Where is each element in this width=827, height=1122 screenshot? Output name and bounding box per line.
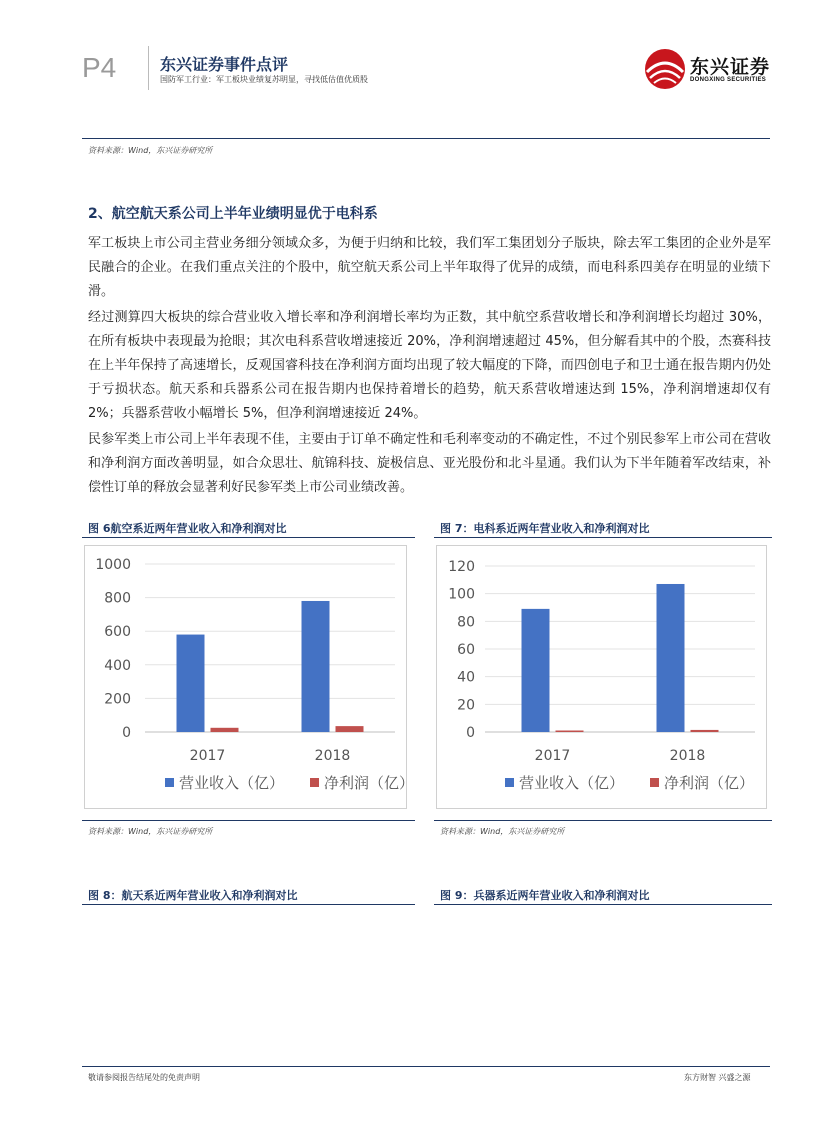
logo-text-en: DONGXING SECURITIES xyxy=(690,77,767,83)
legend-label: 营业收入（亿） xyxy=(519,774,625,792)
y-tick-label: 80 xyxy=(457,614,475,631)
footer-rule xyxy=(82,1066,770,1067)
figure-7-bottom-rule xyxy=(434,820,772,821)
figure-7-chart-frame xyxy=(436,545,767,809)
dongxing-logo-icon xyxy=(644,48,686,90)
legend-swatch xyxy=(310,778,319,787)
figure-6-chart-frame xyxy=(84,545,407,809)
figure-6-source: 资料来源：Wind，东兴证券研究所 xyxy=(88,827,213,836)
figure-6-top-rule xyxy=(82,537,415,538)
legend-label: 净利润（亿） xyxy=(664,774,755,792)
legend-label: 营业收入（亿） xyxy=(179,774,285,792)
bar-2018-series-0 xyxy=(302,601,330,732)
legend-label: 净利润（亿） xyxy=(324,774,406,792)
y-tick-label: 0 xyxy=(466,725,475,741)
figure-6-bottom-rule xyxy=(82,820,415,821)
x-tick-label: 2017 xyxy=(534,748,571,764)
bar-2018-series-1 xyxy=(691,730,719,732)
section-heading: 2、航空航天系公司上半年业绩明显优于电科系 xyxy=(88,206,378,222)
figure-7-chart xyxy=(437,546,766,808)
logo-text-cn: 东兴证券 xyxy=(690,56,771,78)
y-tick-label: 1000 xyxy=(95,557,131,573)
bar-2018-series-1 xyxy=(336,726,364,732)
y-tick-label: 200 xyxy=(104,691,131,708)
figure-7-source: 资料来源：Wind，东兴证券研究所 xyxy=(440,827,565,836)
bar-2017-series-1 xyxy=(211,728,239,732)
report-series-title: 东兴证券事件点评 xyxy=(160,55,289,74)
legend-swatch xyxy=(650,778,659,787)
top-source-note: 资料来源：Wind，东兴证券研究所 xyxy=(88,146,213,155)
y-tick-label: 400 xyxy=(104,657,131,674)
footer-slogan: 东方财智 兴盛之源 xyxy=(684,1073,751,1082)
x-tick-label: 2017 xyxy=(189,748,226,764)
paragraph-1: 军工板块上市公司主营业务细分领域众多，为便于归纳和比较，我们军工集团划分子版块，除去军工集团的企业外是军民融合的企业。在我们重点关注的个股中，航空航天系公司上半年取得了优异的成绩，而电科系四美存在明显的业绩下滑。 xyxy=(88,236,771,299)
figure-6-chart xyxy=(85,546,406,808)
figure-7-top-rule xyxy=(434,537,772,538)
y-tick-label: 60 xyxy=(457,642,475,658)
legend-swatch xyxy=(165,778,174,787)
legend-swatch xyxy=(505,778,514,787)
bar-2018-series-0 xyxy=(657,584,685,732)
y-tick-label: 100 xyxy=(448,586,475,603)
figure-9-top-rule xyxy=(434,904,772,905)
y-tick-label: 600 xyxy=(104,624,131,641)
figure-7-title: 图 7：电科系近两年营业收入和净利润对比 xyxy=(440,522,650,535)
x-tick-label: 2018 xyxy=(669,748,706,764)
bar-2017-series-0 xyxy=(522,609,550,732)
y-tick-label: 800 xyxy=(104,590,131,607)
page-number: P4 xyxy=(82,52,117,83)
paragraph-2: 经过测算四大板块的综合营业收入增长率和净利润增长率均为正数，其中航空系营收增长和净利润增长均超过 30%，在所有板块中表现最为抢眼；其次电科系营收增速接近 20%，净利润增速超过 45%，但分解看其中的个股，杰赛科技在上半年保持了高速增长，反观国睿科技在净利润方面均出现了较大幅度的下降，而四创电子和卫士通在报告期内仍处于亏损状态。航天系和兵器系公司在报告期内也保持着增长的趋势，航天系营收增速达到 15%，净利润增速却仅有 2%；兵器系营收小幅增长 5%，但净利润增速接近 24%。 xyxy=(88,310,771,421)
x-tick-label: 2018 xyxy=(314,748,351,764)
bar-2017-series-1 xyxy=(556,731,584,733)
paragraph-3: 民参军类上市公司上半年表现不佳，主要由于订单不确定性和毛利率变动的不确定性，不过个别民参军上市公司在营收和净利润方面改善明显，如合众思壮、航锦科技、旋极信息、亚光股份和北斗星通。我们认为下半年随着军改结束，补偿性订单的释放会显著利好民参军类上市公司业绩改善。 xyxy=(88,432,771,495)
figure-6-title: 图 6航空系近两年营业收入和净利润对比 xyxy=(88,522,287,535)
y-tick-label: 0 xyxy=(122,725,131,741)
footer-disclaimer: 敬请参阅报告结尾处的免责声明 xyxy=(88,1073,200,1082)
header-rule xyxy=(82,138,770,139)
figure-9-title: 图 9：兵器系近两年营业收入和净利润对比 xyxy=(440,889,650,902)
report-subtitle: 国防军工行业：军工板块业绩复苏明显，寻找低估值优质股 xyxy=(160,75,368,84)
header-divider xyxy=(148,46,149,90)
y-tick-label: 40 xyxy=(457,669,475,686)
y-tick-label: 120 xyxy=(448,559,475,575)
y-tick-label: 20 xyxy=(457,697,475,714)
figure-8-title: 图 8：航天系近两年营业收入和净利润对比 xyxy=(88,889,298,902)
figure-8-top-rule xyxy=(82,904,415,905)
bar-2017-series-0 xyxy=(177,635,205,732)
